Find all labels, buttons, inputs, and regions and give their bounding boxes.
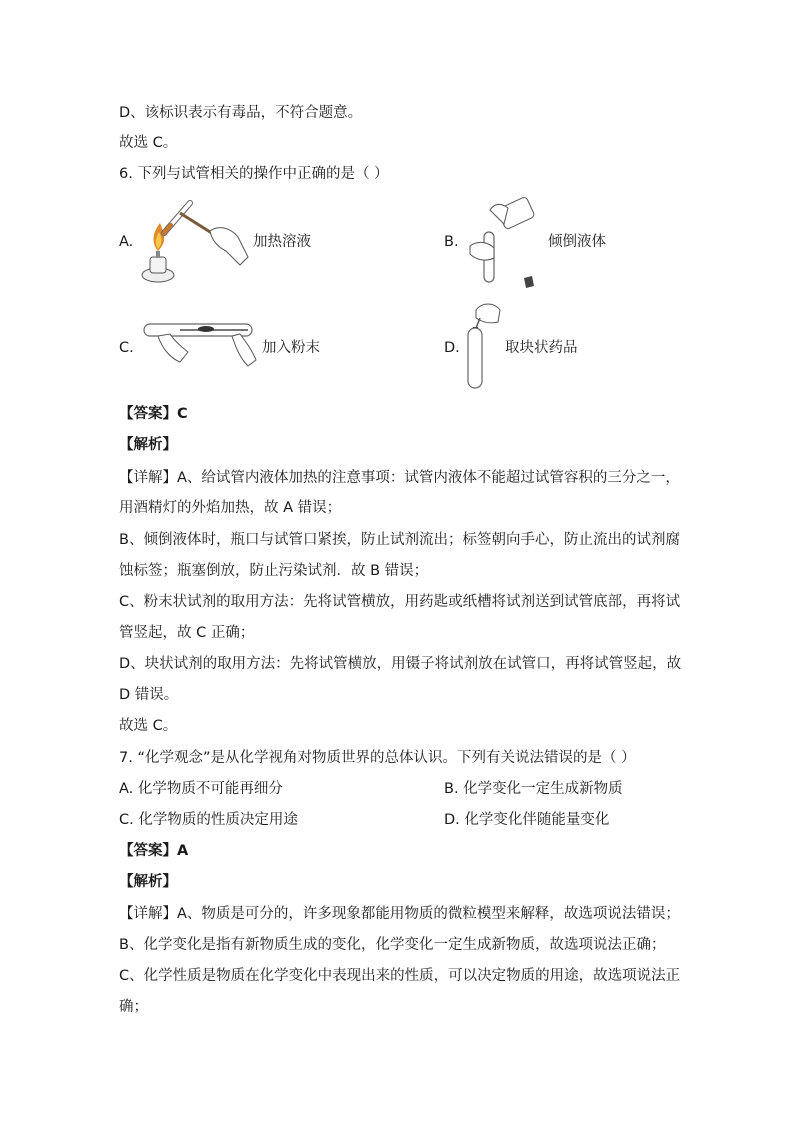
q7-answer: 【答案】A (119, 843, 189, 859)
q7-analysis-heading: 【解析】 (119, 874, 177, 890)
q6-final-choice: 故选 C。 (119, 718, 178, 734)
q6-stem: 6. 下列与试管相关的操作中正确的是（ ） (119, 166, 389, 182)
q6-answer: 【答案】C (119, 406, 188, 422)
q6-option-d-letter: D. (444, 340, 460, 356)
adding-powder-icon (140, 318, 258, 373)
q6-option-c-letter: C. (119, 340, 134, 356)
q6-detail-line: 管竖起，故 C 正确； (119, 625, 255, 641)
q6-detail-line: D 错误。 (119, 687, 179, 703)
q6-detail-line: B、倾倒液体时，瓶口与试管口紧挨，防止试剂流出；标签朝向手心，防止流出的试剂腐 (119, 532, 680, 548)
q7-option-a: A. 化学物质不可能再细分 (119, 781, 283, 797)
q6-option-b-letter: B. (444, 234, 459, 250)
q7-detail-line: 【详解】A、物质是可分的，许多现象都能用物质的微粒模型来解释，故选项说法错误； (119, 906, 680, 922)
prev-final-choice: 故选 C。 (119, 135, 178, 151)
q7-stem: 7. “化学观念”是从化学视角对物质世界的总体认识。下列有关说法错误的是（ ） (119, 750, 636, 766)
q7-detail-line: 确； (119, 999, 148, 1015)
q6-option-b-caption: 倾倒液体 (548, 234, 606, 250)
q6-option-d-caption: 取块状药品 (505, 340, 578, 356)
taking-block-drug-icon (462, 300, 506, 392)
q6-option-a-caption: 加热溶液 (253, 234, 311, 250)
q6-option-a-letter: A. (119, 234, 134, 250)
q7-option-d: D. 化学变化伴随能量变化 (444, 812, 610, 828)
q6-option-c-caption: 加入粉末 (262, 340, 320, 356)
q6-detail-line: C、粉末状试剂的取用方法：先将试管横放，用药匙或纸槽将试剂送到试管底部，再将试 (119, 594, 681, 610)
q7-option-c: C. 化学物质的性质决定用途 (119, 812, 298, 828)
q6-detail-line: 蚀标签；瓶塞倒放，防止污染试剂．故 B 错误； (119, 563, 429, 579)
q6-detail-line: 用酒精灯的外焰加热，故 A 错误； (119, 500, 342, 516)
q6-analysis-heading: 【解析】 (119, 437, 177, 453)
q6-detail-line: 【详解】A、给试管内液体加热的注意事项：试管内液体不能超过试管容积的三分之一， (119, 470, 680, 486)
q6-detail-line: D、块状试剂的取用方法：先将试管横放，用镊子将试剂放在试管口，再将试管竖起，故 (119, 656, 682, 672)
pouring-liquid-icon (460, 196, 545, 291)
q7-detail-line: C、化学性质是物质在化学变化中表现出来的性质，可以决定物质的用途，故选项说法正 (119, 968, 681, 984)
q7-detail-line: B、化学变化是指有新物质生成的变化，化学变化一定生成新物质，故选项说法正确； (119, 937, 666, 953)
q7-option-b: B. 化学变化一定生成新物质 (444, 781, 623, 797)
heating-test-tube-icon (138, 195, 253, 290)
prev-option-d-explanation: D、该标识表示有毒品，不符合题意。 (119, 105, 363, 121)
